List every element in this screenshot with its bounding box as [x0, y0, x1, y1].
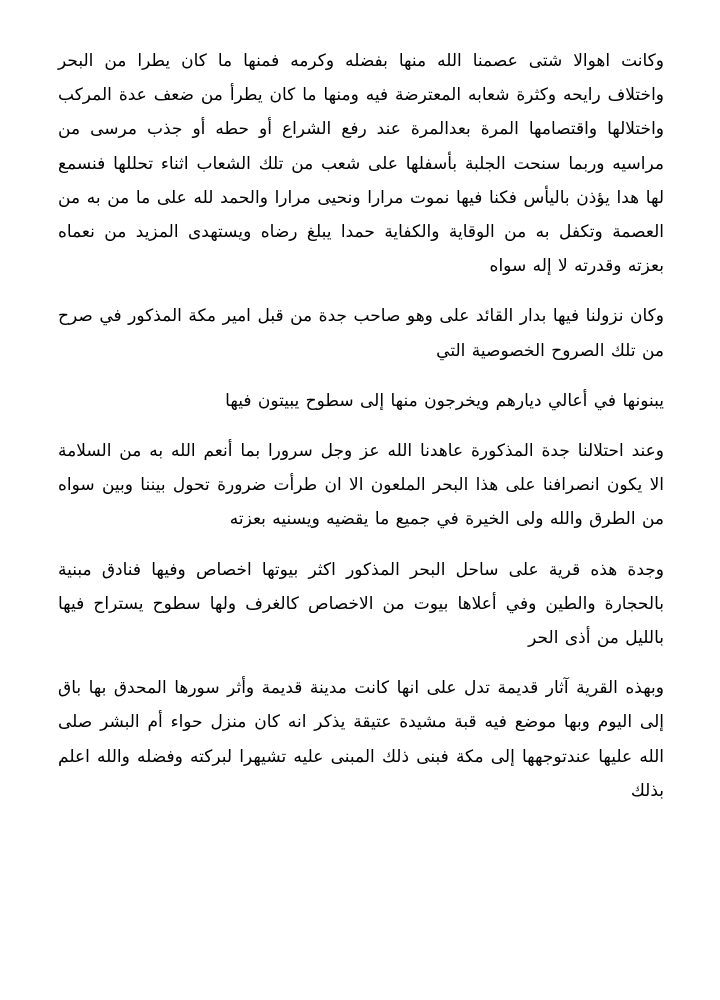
paragraph-6: وبهذه القرية آثار قديمة تدل على انها كانت مدينة قديمة وأثر سورها المحدق بها باق إلى اليوم وبها موضع فيه قبة مشيدة عتيقة يذكر انه كان منزل حواء أم البشر صلى الله عليها عندتوجهها إلى مكة فبنى ذلك المبنى عليه تشيهرا لبركته وفضله والله اعلم بذلك — [58, 678, 664, 801]
paragraph-2: وكان نزولنا فيها بدار القائد على وهو صاحب جدة من قبل امير مكة المذكور في صرح من تلك الصروح الخصوصية التي — [58, 306, 664, 361]
paragraph-3: يبنونها في أعالي ديارهم ويخرجون منها إلى سطوح يبيتون فيها — [225, 390, 664, 411]
paragraph-1: وكانت اهوالا شتى عصمنا الله منها بفضله وكرمه فمنها ما كان يطرا من البحر واختلاف رايحه وكثرة شعابه المعترضة فيه ومنها ما كان يطرأ من ضعف عدة المركب واختلالها واقتصامها المرة بعدالمرة عند رفع الشراع أو حطه أو جذب مرسى من مراسيه وربما سنحت الجلبة بأسفلها على شعب من تلك الشعاب اثناء تحللها فنسمع لها هدا يؤذن باليأس فكنا فيها نموت مرارا ونحيى مرارا والحمد لله على ما من به من العصمة وتكفل به من الوقاية والكفاية حمدا يبلغ رضاه ويستهدى المزيد من نعماه بعزته وقدرته لا إله سواه — [58, 51, 664, 277]
paragraph-4: وعند احتلالنا جدة المذكورة عاهدنا الله عز وجل سرورا بما أنعم الله به من السلامة الا يكون انصرافنا على هذا البحر الملعون الا ان طرأت ضرورة تحول بيننا وبين سواه من الطرق والله ولى الخيرة في جميع ما يقضيه ويسنيه بعزته — [58, 441, 664, 530]
paragraph-5: وجدة هذه قرية على ساحل البحر المذكور اكثر بيوتها اخصاص وفيها فنادق مبنية بالحجارة والطين وفي أعلاها بيوت من الاخصاص كالغرف ولها سطوح يستراح فيها بالليل من أذى الحر — [58, 559, 664, 649]
